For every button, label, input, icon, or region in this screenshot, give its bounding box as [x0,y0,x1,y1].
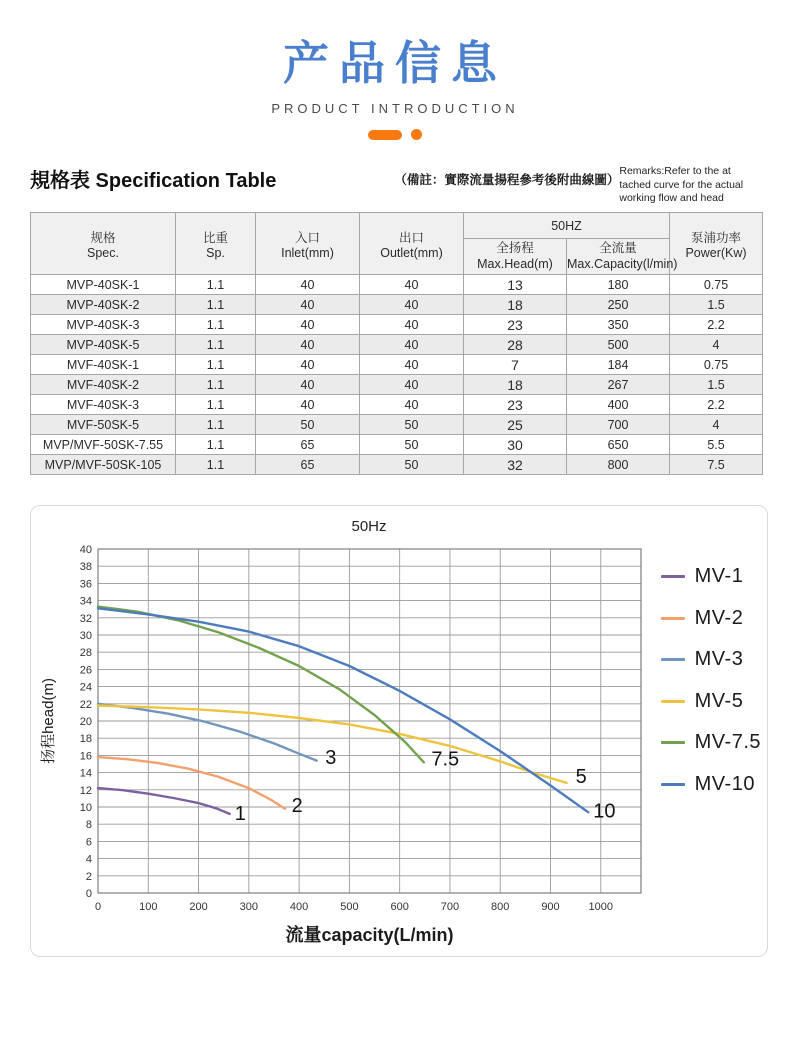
chart-legend [661,565,761,796]
table-row [31,455,763,475]
x-tick-label: 500 [340,901,359,913]
table-cell: 40 [360,335,464,355]
table-cell: 500 [567,335,670,355]
curve-MV-5 [98,706,567,783]
table-cell: 1.1 [176,315,256,335]
table-row [31,315,763,335]
col-header-spec-cn: 规格 [90,230,116,245]
spec-remark-en: Remarks:Refer to the at tached curve for the actual working flow and head [619,165,744,205]
table-cell: MVF-40SK-3 [31,395,176,415]
x-tick-label: 1000 [588,901,614,913]
spec-remark-cn: （備註：實際流量揚程參考後附曲線圖） [394,173,620,188]
legend-swatch-icon [661,741,685,744]
y-tick-label: 10 [79,802,92,814]
y-tick-label: 14 [79,767,92,780]
x-tick-label: 900 [541,901,560,913]
col-header-maxhead [464,239,567,275]
table-cell: 1.1 [176,295,256,315]
table-cell: 30 [464,435,567,455]
legend-item-MV-7.5 [661,731,761,754]
table-cell: 40 [256,375,360,395]
table-cell: 267 [567,375,670,395]
legend-label: MV-10 [694,772,755,795]
table-cell: 40 [360,395,464,415]
page-subtitle: PRODUCT INTRODUCTION [271,101,519,117]
table-cell: 650 [567,435,670,455]
col-header-maxcap-cn: 全流量 [599,241,637,256]
table-cell: 184 [567,355,670,375]
legend-label: MV-7.5 [694,731,761,753]
legend-label: MV-3 [694,648,744,670]
y-tick-label: 8 [85,819,92,832]
table-cell: MVP/MVF-50SK-7.55 [31,435,176,455]
col-header-inlet [256,213,360,275]
col-header-inlet-cn: 入口 [294,230,320,245]
table-cell: 7.5 [670,455,763,475]
table-cell: 400 [567,395,670,415]
table-cell: 1.1 [176,355,256,375]
col-header-power-cn: 泵浦功率 [691,230,742,245]
col-header-sp-en: Sp. [206,245,225,260]
legend-item-MV-2 [661,607,761,630]
page-title: 产品信息 [283,37,507,89]
page-header [0,0,790,140]
orange-dash-icon [368,130,402,140]
table-row [31,335,763,355]
y-tick-label: 20 [79,716,92,728]
y-tick-label: 4 [85,853,92,866]
col-header-sp-cn: 比重 [202,230,228,245]
header-ornament [0,129,790,140]
table-cell: 13 [464,275,567,295]
legend-swatch-icon [661,700,685,703]
table-row [31,435,763,455]
table-cell: 25 [464,415,567,435]
table-cell: MVP/MVF-50SK-105 [31,455,176,475]
spec-table-header [31,213,763,275]
table-cell: MVP-40SK-3 [31,315,176,335]
table-cell: 40 [360,295,464,315]
col-header-outlet [360,213,464,275]
col-group-50hz: 50HZ [464,213,670,239]
table-cell: 0.75 [670,355,763,375]
x-tick-label: 600 [390,901,409,913]
col-header-spec [31,213,176,275]
table-cell: 23 [464,315,567,335]
table-cell: MVP-40SK-1 [31,275,176,295]
table-cell: 1.1 [176,395,256,415]
x-tick-label: 200 [189,901,208,913]
y-tick-label: 22 [79,698,92,711]
table-cell: 40 [256,395,360,415]
table-cell: MVP-40SK-2 [31,295,176,315]
table-cell: 350 [567,315,670,335]
table-cell: 1.5 [670,375,763,395]
table-cell: 40 [360,315,464,335]
table-cell: 2.2 [670,315,763,335]
curve-label-2: 2 [291,795,303,818]
table-cell: 40 [360,275,464,295]
col-header-outlet-en: Outlet(mm) [380,245,443,260]
curve-label-10: 10 [593,800,616,823]
y-tick-label: 32 [79,612,92,625]
table-cell: 18 [464,295,567,315]
col-header-outlet-cn: 出口 [398,230,424,245]
legend-item-MV-10 [661,773,761,796]
table-cell: 1.5 [670,295,763,315]
legend-swatch-icon [661,783,685,786]
table-cell: 4 [670,415,763,435]
curve-MV-3 [98,704,317,761]
y-tick-label: 28 [79,647,92,660]
y-tick-label: 0 [85,888,92,900]
table-cell: 50 [360,455,464,475]
curves-plot [31,539,767,959]
spec-heading-row [30,164,762,206]
table-cell: 1.1 [176,335,256,355]
table-cell: 180 [567,275,670,295]
table-cell: 0.75 [670,275,763,295]
y-tick-label: 40 [79,544,92,556]
table-cell: 18 [464,375,567,395]
table-row [31,275,763,295]
legend-label: MV-1 [694,565,744,587]
table-cell: 700 [567,415,670,435]
table-cell: 40 [360,375,464,395]
table-cell: 4 [670,335,763,355]
spec-table-title: 規格表 Specification Table [30,170,277,193]
y-tick-label: 34 [79,595,92,608]
table-cell: 65 [256,435,360,455]
y-tick-label: 26 [79,664,92,677]
y-axis-title: 扬程head(m) [40,678,57,764]
y-tick-label: 16 [79,750,92,763]
table-cell: 7 [464,355,567,375]
table-cell: 40 [256,335,360,355]
spec-table-body [31,275,763,475]
table-row [31,355,763,375]
table-cell: MVF-50SK-5 [31,415,176,435]
curve-MV-1 [98,788,230,814]
col-header-power [670,213,763,275]
table-row [31,415,763,435]
pump-curve-chart [30,505,768,957]
table-cell: 800 [567,455,670,475]
col-header-maxcap [567,239,678,275]
legend-item-MV-1 [661,565,761,588]
table-cell: 40 [256,295,360,315]
y-tick-label: 2 [85,870,92,883]
legend-label: MV-2 [694,606,744,629]
legend-swatch-icon [661,575,685,578]
col-header-maxhead-cn: 全扬程 [496,241,534,256]
col-header-sp [176,213,256,275]
table-cell: MVF-40SK-2 [31,375,176,395]
curve-label-1: 1 [234,802,246,825]
y-tick-label: 18 [79,733,92,746]
table-row [31,395,763,415]
x-tick-label: 100 [139,901,158,913]
table-cell: 65 [256,455,360,475]
table-row [31,295,763,315]
y-tick-label: 30 [79,630,92,642]
x-tick-label: 800 [491,901,510,913]
chart-area [31,539,767,959]
curve-label-3: 3 [325,747,337,769]
table-cell: 1.1 [176,415,256,435]
x-tick-label: 300 [239,901,259,913]
table-cell: 1.1 [176,435,256,455]
col-header-maxcap-en: Max.Capacity(l/min) [567,256,678,271]
col-header-maxhead-en: Max.Head(m) [477,256,553,271]
table-cell: 1.1 [176,455,256,475]
legend-item-MV-3 [661,648,761,671]
y-tick-label: 24 [79,681,92,694]
y-tick-label: 6 [85,836,92,849]
curve-label-7.5: 7.5 [431,748,460,771]
x-axis-title: 流量capacity(L/min) [285,925,454,945]
y-tick-label: 12 [79,784,92,797]
x-tick-label: 0 [94,901,102,913]
spec-table [30,212,763,475]
chart-title: 50Hz [351,518,387,535]
table-cell: 1.1 [176,275,256,295]
table-row [31,375,763,395]
col-header-inlet-en: Inlet(mm) [281,245,334,260]
table-cell: 2.2 [670,395,763,415]
table-cell: 5.5 [670,435,763,455]
table-cell: 50 [256,415,360,435]
table-cell: MVP-40SK-5 [31,335,176,355]
y-tick-label: 36 [79,578,92,591]
legend-swatch-icon [661,658,685,661]
y-tick-label: 38 [79,561,92,574]
table-cell: 40 [360,355,464,375]
col-header-power-en: Power(Kw) [685,245,747,260]
table-cell: 1.1 [176,375,256,395]
x-tick-label: 400 [289,901,309,913]
table-cell: 40 [256,275,360,295]
table-cell: 50 [360,435,464,455]
curve-MV-10 [98,608,588,812]
legend-label: MV-5 [694,689,744,712]
table-cell: 250 [567,295,670,315]
table-cell: 28 [464,335,567,355]
legend-swatch-icon [661,617,685,620]
curve-label-5: 5 [575,765,587,788]
x-tick-label: 700 [440,901,460,913]
legend-item-MV-5 [661,690,761,713]
table-cell: 23 [464,395,567,415]
orange-dot-icon [411,129,422,140]
table-cell: MVF-40SK-1 [31,355,176,375]
table-cell: 50 [360,415,464,435]
table-cell: 32 [464,455,567,475]
col-header-spec-en: Spec. [87,245,119,260]
table-cell: 40 [256,355,360,375]
table-cell: 40 [256,315,360,335]
